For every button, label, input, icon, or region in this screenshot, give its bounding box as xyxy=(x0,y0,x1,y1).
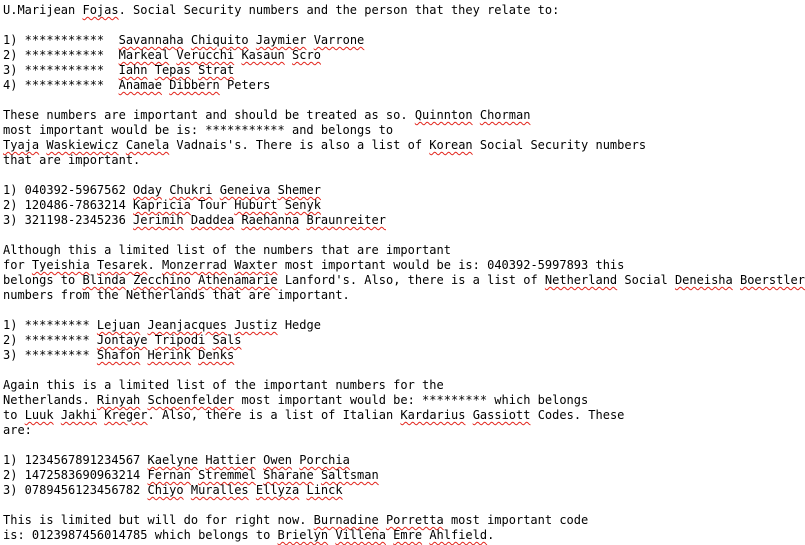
text-run: These numbers are important and should be treated as so. xyxy=(3,108,415,122)
text-run: Tour xyxy=(190,198,235,212)
spellcheck-flagged-word: Kapricia xyxy=(133,198,191,212)
text-run: most important would be is: *********** and belongs to xyxy=(3,123,394,137)
spellcheck-flagged-word: Luuk xyxy=(24,408,54,422)
spellcheck-flagged-word: Tyeishia xyxy=(31,258,90,272)
text-line xyxy=(3,183,785,198)
text-run xyxy=(733,273,740,287)
text-run: Lanford's. Also, there is a list of xyxy=(277,273,545,287)
spellcheck-flagged-word: Stremmel xyxy=(198,468,256,482)
text-run: 3) ********* xyxy=(3,348,97,362)
spellcheck-flagged-word: Korean xyxy=(429,138,473,152)
spellcheck-flagged-word: Jakhi xyxy=(60,408,97,422)
blank-line xyxy=(3,93,785,108)
spellcheck-flagged-word: Kaelyne xyxy=(147,453,199,467)
spellcheck-flagged-word: Brielyn xyxy=(277,528,329,542)
text-run xyxy=(473,108,480,122)
text-run xyxy=(314,468,321,482)
text-run xyxy=(184,483,191,497)
spellcheck-flagged-word: Dibbern xyxy=(169,78,220,92)
spellcheck-flagged-word: Oday xyxy=(133,183,162,197)
text-line xyxy=(3,108,785,123)
blank-line xyxy=(3,18,785,33)
text-run: Again this is a limited list of the important numbers for the xyxy=(3,378,444,392)
spellcheck-flagged-word: Monzerrad xyxy=(161,258,227,272)
spellcheck-flagged-word: Varrone xyxy=(313,33,365,47)
text-run: to xyxy=(3,408,25,422)
spellcheck-flagged-word: Jeanjacques xyxy=(147,318,227,332)
text-run: This is limited but will do for right now. xyxy=(3,513,314,527)
text-run: . Social Security numbers and the person that they relate to: xyxy=(118,3,560,17)
spellcheck-flagged-word: Tripodi xyxy=(154,333,206,347)
text-run xyxy=(249,483,256,497)
spellcheck-flagged-word: Raehanna xyxy=(241,213,300,227)
spellcheck-flagged-word: Scro xyxy=(292,48,321,62)
text-run: most important would be is: 040392-5997893 this xyxy=(277,258,625,272)
text-line xyxy=(3,468,785,483)
blank-line xyxy=(3,168,785,183)
spellcheck-flagged-word: Linck xyxy=(306,483,343,497)
text-run xyxy=(148,63,155,77)
spellcheck-flagged-word: Owen xyxy=(263,453,293,467)
text-line xyxy=(3,138,785,153)
spellcheck-flagged-word: Chorman xyxy=(479,108,531,122)
text-line xyxy=(3,423,785,438)
text-line xyxy=(3,48,785,63)
spellcheck-flagged-word: Braunreiter xyxy=(306,213,386,227)
spellcheck-flagged-word: Canela xyxy=(125,138,170,152)
blank-line xyxy=(3,438,785,453)
spellcheck-flagged-word: Gassiott xyxy=(472,408,531,422)
blank-line xyxy=(3,363,785,378)
text-run: 1) *********** xyxy=(3,33,119,47)
spellcheck-flagged-word: Geneiva xyxy=(219,183,271,197)
blank-line xyxy=(3,303,785,318)
text-line xyxy=(3,213,785,228)
spellcheck-flagged-word: Fojas xyxy=(82,3,119,17)
spellcheck-flagged-word: Deneisha xyxy=(674,273,733,287)
spellcheck-flagged-word: Zecchino xyxy=(133,273,191,287)
spellcheck-flagged-word: Schoenfelder xyxy=(147,393,235,407)
text-run: 2) 1472583690963214 xyxy=(3,468,148,482)
text-run: that are important. xyxy=(3,153,141,167)
spellcheck-flagged-word: Jaymier xyxy=(255,33,307,47)
text-run: is: 0123987456014785 which belongs to xyxy=(3,528,278,542)
text-line xyxy=(3,153,785,168)
text-line xyxy=(3,3,785,18)
text-run: Vadnais's. There is also a list of xyxy=(169,138,430,152)
text-run: 4) *********** xyxy=(3,78,119,92)
spellcheck-flagged-word: Quinnton xyxy=(414,108,473,122)
text-run: 1) 040392-5967562 xyxy=(3,183,134,197)
document-body[interactable] xyxy=(3,3,805,543)
text-run: Netherlands. xyxy=(3,393,97,407)
text-run xyxy=(213,183,220,197)
text-run: 2) *********** xyxy=(3,48,119,62)
spellcheck-flagged-word: Chiyo xyxy=(147,483,184,497)
text-run xyxy=(140,393,147,407)
text-line xyxy=(3,78,785,93)
text-run: 3) 0789456123456782 xyxy=(3,483,148,497)
spellcheck-flagged-word: Sals xyxy=(212,333,242,347)
text-run: 1) ********* xyxy=(3,318,97,332)
text-run: Social Security numbers xyxy=(472,138,647,152)
text-line xyxy=(3,393,785,408)
spellcheck-flagged-word: Fernan xyxy=(147,468,191,482)
spellcheck-flagged-word: Denks xyxy=(198,348,235,362)
text-run xyxy=(191,468,198,482)
text-line xyxy=(3,273,805,288)
spellcheck-flagged-word: Markeal xyxy=(118,48,170,62)
spellcheck-flagged-word: Athenamarie xyxy=(198,273,278,287)
text-run xyxy=(90,258,97,272)
text-line xyxy=(3,483,785,498)
spellcheck-flagged-word: Huburt xyxy=(234,198,278,212)
text-line xyxy=(3,63,785,78)
text-run xyxy=(278,198,285,212)
spellcheck-flagged-word: Ahlfield xyxy=(429,528,488,542)
spellcheck-flagged-word: Iahn xyxy=(118,63,148,77)
text-line xyxy=(3,258,785,273)
text-run: . xyxy=(147,258,162,272)
text-run xyxy=(379,513,386,527)
text-run xyxy=(205,333,212,347)
spellcheck-flagged-word: Boerstler xyxy=(739,273,805,287)
text-run: Although this a limited list of the numbers that are important xyxy=(3,243,451,257)
spellcheck-flagged-word: Shemer xyxy=(277,183,321,197)
spellcheck-flagged-word: Porretta xyxy=(385,513,444,527)
spellcheck-flagged-word: Daddea xyxy=(190,213,235,227)
spellcheck-flagged-word: Tepas xyxy=(154,63,191,77)
text-line xyxy=(3,348,785,363)
text-run xyxy=(191,63,198,77)
spellcheck-flagged-word: Saltsman xyxy=(320,468,379,482)
text-run xyxy=(285,48,292,62)
text-run: Codes. These xyxy=(530,408,625,422)
text-line xyxy=(3,513,785,528)
spellcheck-flagged-word: Hattier xyxy=(205,453,256,467)
spellcheck-flagged-word: Jerimih xyxy=(133,213,184,227)
text-run xyxy=(184,213,191,227)
text-run xyxy=(465,408,472,422)
text-run: 3) *********** xyxy=(3,63,119,77)
text-run: most important code xyxy=(443,513,589,527)
spellcheck-flagged-word: Senyk xyxy=(284,198,321,212)
spellcheck-flagged-word: Villena xyxy=(335,528,386,542)
text-line xyxy=(3,123,785,138)
spellcheck-flagged-word: Blinda xyxy=(82,273,126,287)
spellcheck-flagged-word: Anamae xyxy=(118,78,162,92)
spellcheck-flagged-word: Chiquito xyxy=(190,33,249,47)
spellcheck-flagged-word: Waskiewicz xyxy=(46,138,119,152)
text-run: belongs to xyxy=(3,273,83,287)
spellcheck-flagged-word: Chukri xyxy=(169,183,213,197)
text-run: Peters xyxy=(219,78,271,92)
text-run xyxy=(270,183,277,197)
spellcheck-flagged-word: Justiz xyxy=(234,318,278,332)
text-run: 1) 1234567891234567 xyxy=(3,453,148,467)
text-line xyxy=(3,198,785,213)
text-line xyxy=(3,243,785,258)
blank-line xyxy=(3,228,785,243)
text-line xyxy=(3,378,785,393)
spellcheck-flagged-word: Tesarek xyxy=(96,258,148,272)
text-line xyxy=(3,318,785,333)
text-line xyxy=(3,33,785,48)
spellcheck-flagged-word: Emre xyxy=(393,528,423,542)
spellcheck-flagged-word: Tyaja xyxy=(3,138,40,152)
spellcheck-flagged-word: Netherland xyxy=(544,273,618,287)
spellcheck-flagged-word: Herink xyxy=(147,348,191,362)
spellcheck-flagged-word: Rinyah xyxy=(96,393,141,407)
spellcheck-flagged-word: Waxter xyxy=(234,258,278,272)
text-run xyxy=(148,333,155,347)
spellcheck-flagged-word: Kardarius xyxy=(400,408,466,422)
spellcheck-flagged-word: Savannaha xyxy=(118,33,184,47)
text-line xyxy=(3,333,785,348)
text-run: U.Marijean xyxy=(3,3,83,17)
text-line xyxy=(3,288,785,303)
spellcheck-flagged-word: Lejuan xyxy=(96,318,141,332)
text-run: 2) ********* xyxy=(3,333,97,347)
text-run: . Also, there is a list of Italian xyxy=(147,408,401,422)
text-line xyxy=(3,408,785,423)
text-run xyxy=(306,33,313,47)
spellcheck-flagged-word: Kasaun xyxy=(241,48,285,62)
text-run: . xyxy=(487,528,495,542)
spellcheck-flagged-word: Shafon xyxy=(96,348,141,362)
spellcheck-flagged-word: Ellyza xyxy=(255,483,300,497)
text-run xyxy=(140,318,147,332)
spellcheck-flagged-word: Porchia xyxy=(299,453,350,467)
text-run xyxy=(119,138,126,152)
text-run: 3) 321198-2345236 xyxy=(3,213,134,227)
spellcheck-flagged-word: Burnadine xyxy=(313,513,379,527)
text-run: are: xyxy=(3,423,32,437)
blank-line xyxy=(3,498,785,513)
text-run xyxy=(54,408,61,422)
text-line xyxy=(3,453,785,468)
text-run xyxy=(126,273,133,287)
spellcheck-flagged-word: Strat xyxy=(198,63,235,77)
text-run: Social xyxy=(617,273,675,287)
text-run: for xyxy=(3,258,32,272)
spellcheck-flagged-word: Kreger xyxy=(104,408,148,422)
spellcheck-flagged-word: Sharane xyxy=(263,468,314,482)
text-run: numbers from the Netherlands that are important. xyxy=(3,288,350,302)
text-run: Hedge xyxy=(277,318,321,332)
spellcheck-flagged-word: Verucchi xyxy=(176,48,235,62)
spellcheck-flagged-word: Muralles xyxy=(190,483,249,497)
text-run xyxy=(184,33,191,47)
text-run: most important would be: ********* which belongs xyxy=(234,393,589,407)
text-run xyxy=(140,348,147,362)
text-line xyxy=(3,528,785,543)
spellcheck-flagged-word: Jontaye xyxy=(96,333,148,347)
text-run xyxy=(249,33,256,47)
text-run: 2) 120486-7863214 xyxy=(3,198,134,212)
